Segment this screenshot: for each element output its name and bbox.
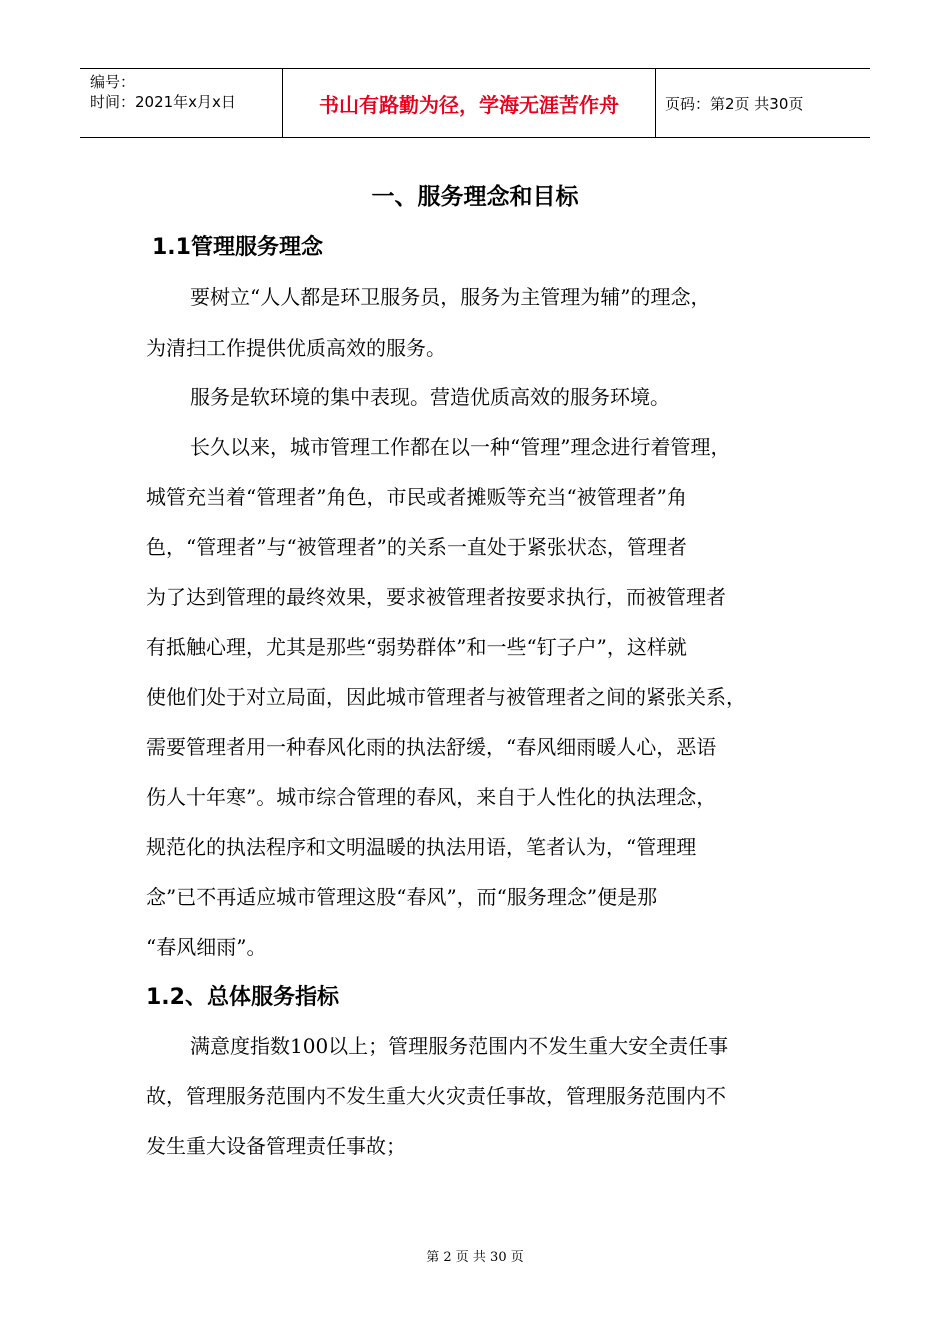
paragraph-line: 色，“管理者”与“被管理者”的关系一直处于紧张状态，管理者 [146, 535, 687, 559]
paragraph-line: 要树立“人人都是环卫服务员，服务为主管理为辅”的理念， [190, 285, 711, 309]
paragraph-line: 伤人十年寒”。城市综合管理的春风，来自于人性化的执法理念， [146, 785, 717, 809]
paragraph-line: 需要管理者用一种春风化雨的执法舒缓，“春风细雨暖人心，恶语 [146, 735, 717, 759]
page-info-text: 页码：第2页 共30页 [665, 94, 804, 113]
paragraph-line: 满意度指数100以上；管理服务范围内不发生重大安全责任事 [190, 1034, 729, 1058]
paragraph-line: 为了达到管理的最终效果，要求被管理者按要求执行，而被管理者 [146, 585, 726, 609]
section-heading-1-1: 1.1管理服务理念 [152, 235, 323, 260]
paragraph-line: “春风细雨”。 [146, 935, 267, 959]
motto-text: 书山有路勤为径，学海无涯苦作舟 [319, 92, 619, 117]
time-label: 时间：2021年x月x日 [90, 93, 236, 111]
paragraph-line: 故，管理服务范围内不发生重大火灾责任事故，管理服务范围内不 [146, 1084, 726, 1108]
paragraph-line: 城管充当着“管理者”角色，市民或者摊贩等充当“被管理者”角 [146, 485, 687, 509]
header-motto-cell [282, 69, 656, 137]
section-heading-1-2: 1.2、总体服务指标 [146, 985, 339, 1010]
paragraph-line: 规范化的执法程序和文明温暖的执法用语，笔者认为，“管理理 [146, 835, 697, 859]
paragraph-line: 使他们处于对立局面，因此城市管理者与被管理者之间的紧张关系， [146, 685, 746, 709]
number-label: 编号： [90, 73, 136, 91]
document-title: 一、服务理念和目标 [371, 184, 579, 210]
paragraph-line: 有抵触心理，尤其是那些“弱势群体”和一些“钉子户”，这样就 [146, 635, 687, 659]
page-footer: 第 2 页 共 30 页 [426, 1250, 524, 1265]
paragraph-line: 为清扫工作提供优质高效的服务。 [146, 336, 446, 360]
page-header [80, 68, 870, 138]
header-page-info [655, 69, 870, 137]
header-meta [80, 69, 282, 137]
paragraph-line: 长久以来，城市管理工作都在以一种“管理”理念进行着管理， [190, 435, 731, 459]
paragraph-line: 发生重大设备管理责任事故； [146, 1134, 406, 1158]
paragraph-line: 服务是软环境的集中表现。营造优质高效的服务环境。 [190, 385, 670, 409]
paragraph-line: 念”已不再适应城市管理这股“春风”，而“服务理念”便是那 [146, 885, 658, 909]
